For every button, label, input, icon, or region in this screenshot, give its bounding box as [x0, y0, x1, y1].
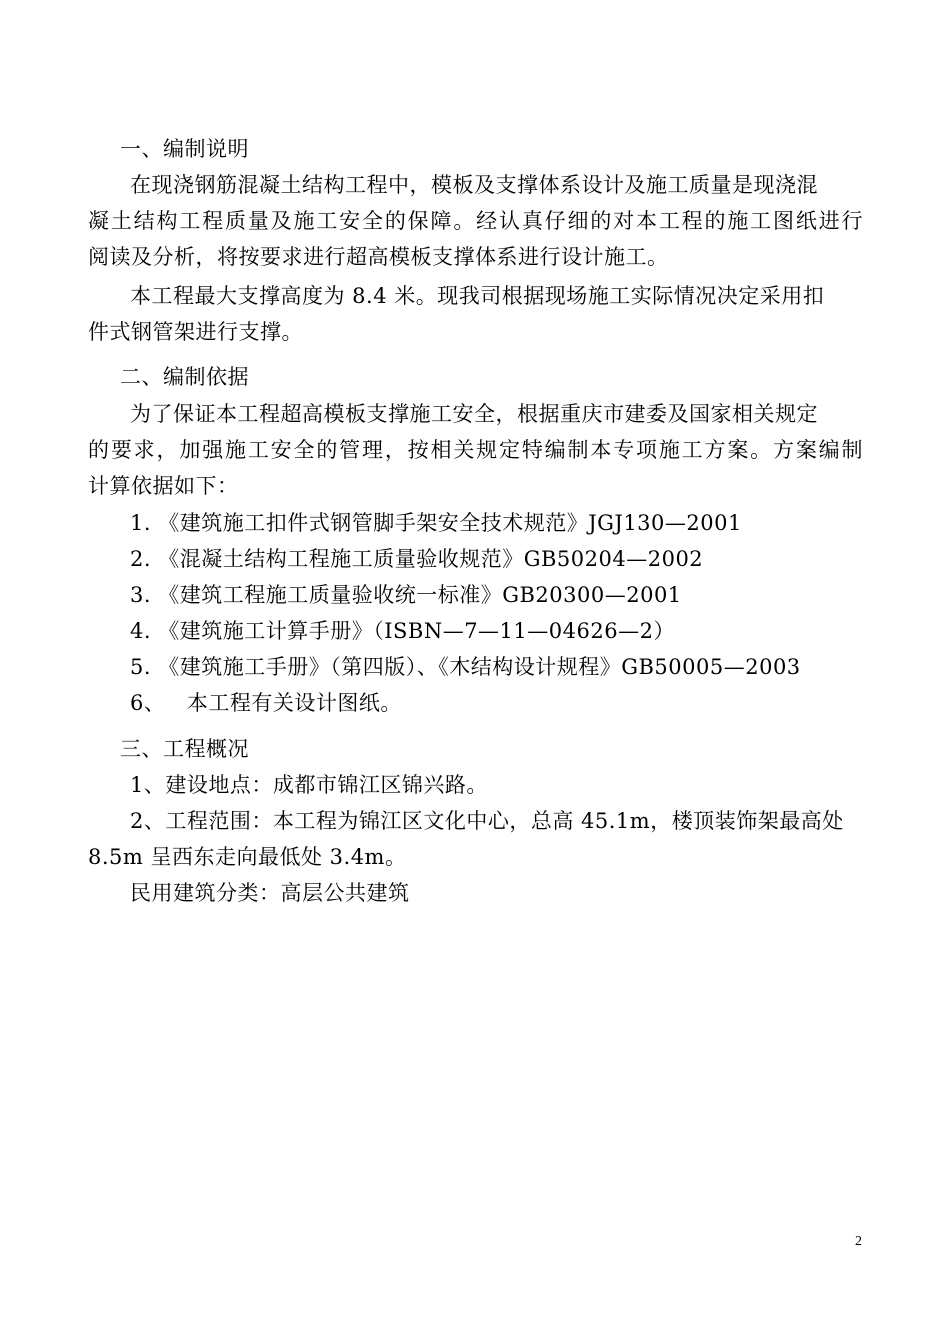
section-heading-compilation-notes: 一、编制说明 [120, 137, 249, 161]
reference-item: 5. 《建筑施工手册》（第四版）、《木结构设计规程》GB50005—2003 [130, 655, 801, 679]
section-heading-compilation-basis: 二、编制依据 [120, 365, 249, 389]
reference-item: 1. 《建筑施工扣件式钢管脚手架安全技术规范》JGJ130—2001 [130, 511, 742, 535]
overview-item-scope: 2、工程范围：本工程为锦江区文化中心，总高 45.1m，楼顶装饰架最高处 [130, 809, 844, 833]
reference-item: 4. 《建筑施工计算手册》（ISBN—7—11—04626—2） [130, 619, 675, 643]
overview-item-scope-continued: 8.5m 呈西东走向最低处 3.4m。 [88, 845, 407, 869]
paragraph-line: 计算依据如下： [88, 474, 239, 498]
overview-item-location: 1、建设地点：成都市锦江区锦兴路。 [130, 773, 488, 797]
reference-item: 3. 《建筑工程施工质量验收统一标准》GB20300—2001 [130, 583, 682, 607]
paragraph-line: 在现浇钢筋混凝土结构工程中，模板及支撑体系设计及施工质量是现浇混 [130, 173, 818, 197]
paragraph-line: 的要求，加强施工安全的管理，按相关规定特编制本专项施工方案。方案编制 [88, 438, 863, 462]
paragraph-line: 本工程最大支撑高度为 8.4 米。现我司根据现场施工实际情况决定采用扣 [130, 284, 825, 308]
paragraph-line: 件式钢管架进行支撑。 [88, 320, 303, 344]
paragraph-line: 为了保证本工程超高模板支撑施工安全，根据重庆市建委及国家相关规定 [130, 402, 818, 426]
section-heading-project-overview: 三、工程概况 [120, 737, 249, 761]
reference-item: 2. 《混凝土结构工程施工质量验收规范》GB50204—2002 [130, 547, 704, 571]
building-classification: 民用建筑分类：高层公共建筑 [130, 881, 410, 905]
paragraph-line: 凝土结构工程质量及施工安全的保障。经认真仔细的对本工程的施工图纸进行 [88, 209, 863, 233]
reference-item: 6、 本工程有关设计图纸。 [130, 691, 402, 715]
paragraph-line: 阅读及分析，将按要求进行超高模板支撑体系进行设计施工。 [88, 245, 669, 269]
page-number: 2 [855, 1234, 862, 1249]
